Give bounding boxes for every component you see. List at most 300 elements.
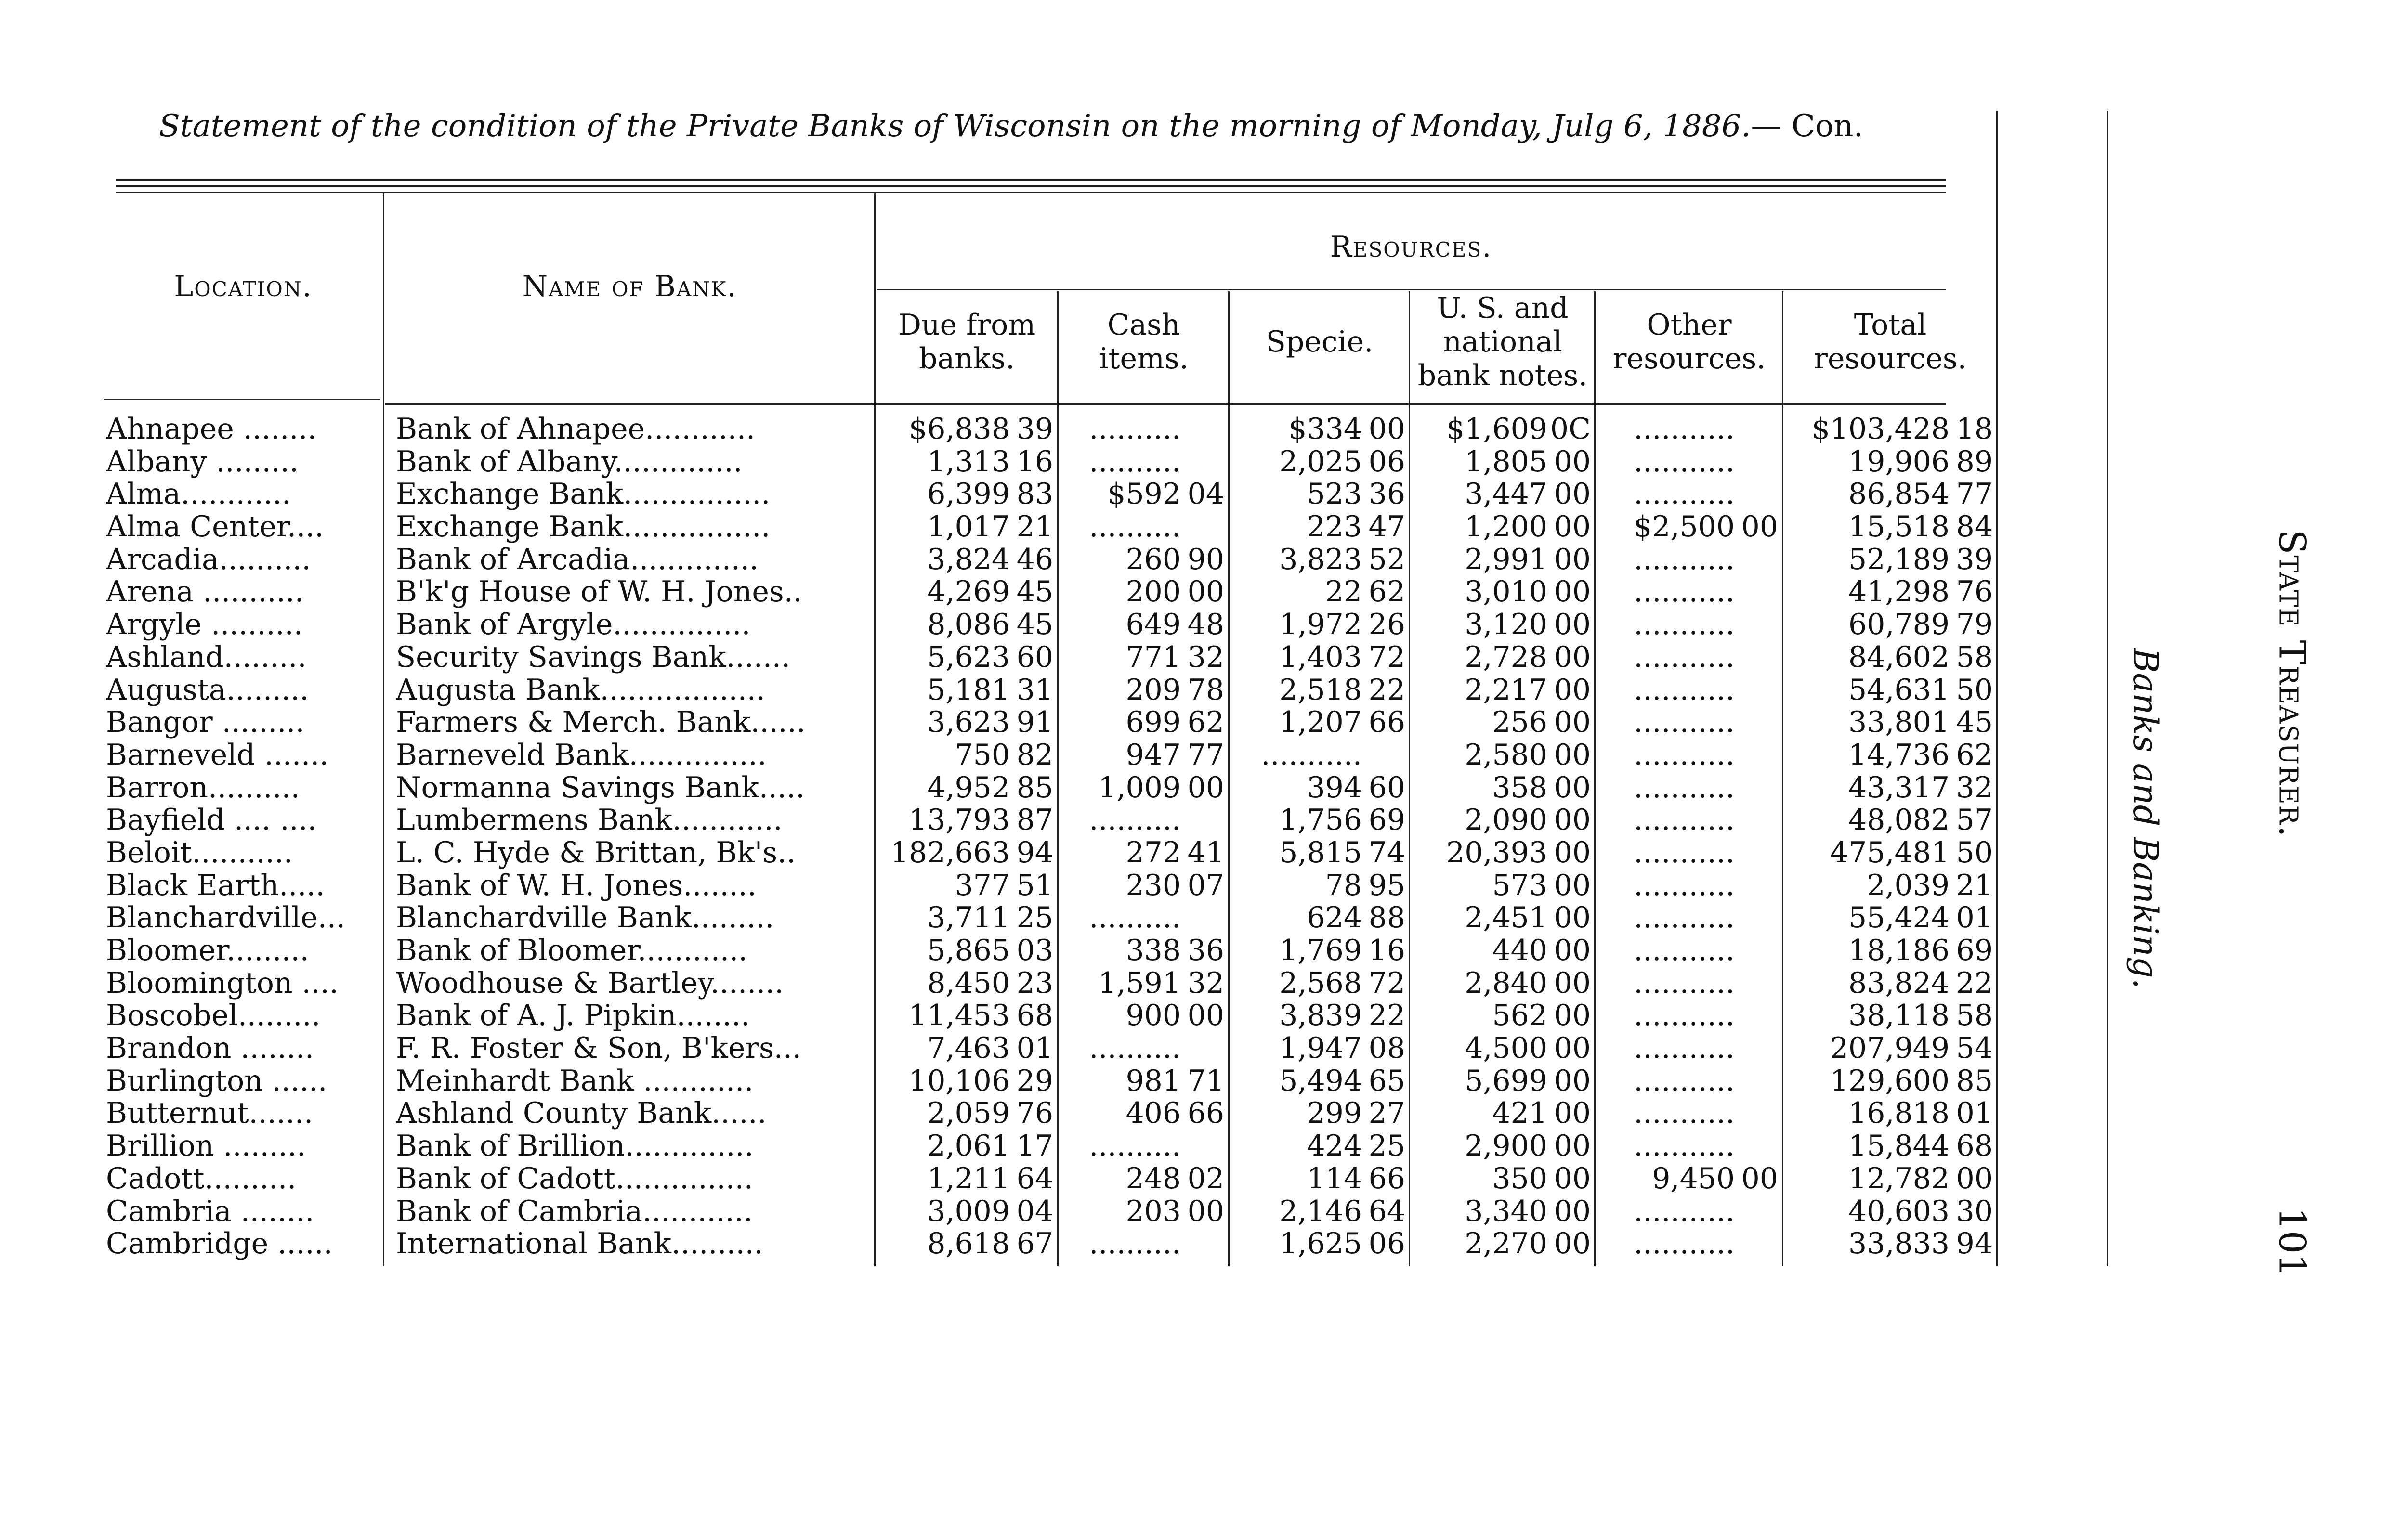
due-cell: [879, 446, 1053, 479]
specie-cell-cents: 72: [1368, 641, 1405, 674]
us-notes-cell: [1413, 1195, 1591, 1228]
other-cell-dollars: $2,500: [1634, 511, 1735, 544]
other-cell-dollars: ...........: [1634, 1195, 1735, 1228]
bank-name-cell: Augusta Bank..................: [396, 674, 765, 707]
due-cell: [879, 1130, 1053, 1163]
due-cell-dollars: 11,453: [909, 1000, 1010, 1033]
cash-cell-cents: 04: [1187, 478, 1224, 511]
header-bank-name: Name of Bank.: [522, 270, 737, 303]
due-cell: [879, 511, 1053, 544]
specie-cell-dollars: 523: [1307, 478, 1362, 511]
specie-cell-cents: 64: [1368, 1195, 1405, 1228]
total-cell-cents: 01: [1956, 1097, 1993, 1130]
us-notes-cell-dollars: 256: [1492, 706, 1547, 739]
total-cell-dollars: 41,298: [1848, 576, 1950, 609]
specie-cell-cents: 06: [1368, 445, 1405, 479]
specie-cell-dollars: 299: [1307, 1097, 1362, 1130]
due-cell-cents: 60: [1016, 641, 1053, 674]
cash-cell: [1060, 772, 1224, 805]
specie-cell: [1233, 511, 1405, 544]
cash-cell-dollars: $592: [1107, 478, 1181, 511]
us-notes-cell: [1413, 413, 1591, 446]
other-cell-dollars: ...........: [1634, 576, 1735, 609]
cash-cell-dollars: 1,591: [1098, 967, 1181, 1000]
us-notes-cell: [1413, 739, 1591, 772]
us-notes-cell-dollars: 20,393: [1446, 836, 1547, 870]
us-notes-cell: [1413, 511, 1591, 544]
specie-cell: [1233, 1065, 1405, 1098]
total-cell: [1787, 641, 1993, 674]
us-notes-cell: [1413, 1065, 1591, 1098]
running-head-office: State Treasurer.: [2271, 529, 2314, 838]
specie-cell: [1233, 1163, 1405, 1195]
cash-cell: [1060, 1000, 1224, 1032]
total-cell-dollars: 33,833: [1848, 1228, 1950, 1260]
us-notes-cell-cents: 00: [1554, 935, 1591, 967]
other-cell: [1599, 478, 1778, 511]
specie-cell: [1233, 902, 1405, 935]
cash-cell-dollars: ..........: [1089, 1130, 1181, 1163]
due-cell-cents: 29: [1016, 1065, 1053, 1098]
specie-cell-dollars: 5,815: [1279, 836, 1362, 870]
us-notes-cell-cents: 00: [1554, 967, 1591, 1000]
due-cell-cents: 82: [1016, 739, 1053, 772]
total-cell-cents: 18: [1956, 413, 1993, 446]
due-cell-cents: 68: [1016, 1000, 1053, 1033]
total-cell: [1787, 609, 1993, 641]
us-notes-cell: [1413, 772, 1591, 805]
due-cell: [879, 804, 1053, 837]
location-cell: Burlington ......: [106, 1065, 327, 1098]
cash-cell-dollars: 981: [1125, 1065, 1181, 1098]
bank-name-column: [396, 413, 870, 1260]
due-cell: [879, 739, 1053, 772]
total-cell-dollars: 475,481: [1830, 836, 1950, 870]
other-cell: [1599, 1000, 1778, 1032]
us-notes-cell-cents: 00: [1554, 739, 1591, 772]
specie-cell-cents: 36: [1368, 478, 1405, 511]
bank-name-cell: L. C. Hyde & Brittan, Bk's..: [396, 836, 796, 870]
cash-cell-cents: 32: [1187, 641, 1224, 674]
cash-cell-cents: 90: [1187, 543, 1224, 576]
specie-cell-dollars: 1,403: [1279, 641, 1362, 674]
us-notes-cell-dollars: 4,500: [1465, 1032, 1547, 1065]
total-cell-cents: 77: [1956, 478, 1993, 511]
total-cell-dollars: 86,854: [1848, 478, 1950, 511]
specie-cell-dollars: 624: [1307, 902, 1362, 935]
other-cell: [1599, 1032, 1778, 1065]
total-cell-dollars: 18,186: [1848, 935, 1950, 967]
specie-cell: [1233, 772, 1405, 805]
other-cell-dollars: ...........: [1634, 1228, 1735, 1260]
us-notes-cell-dollars: 421: [1492, 1097, 1547, 1130]
bank-name-cell: International Bank..........: [396, 1228, 763, 1260]
specie-cell-dollars: 2,568: [1279, 967, 1362, 1000]
header-bottom-rule-left: [104, 399, 380, 400]
location-cell: Beloit...........: [106, 836, 293, 870]
total-cell-cents: 30: [1956, 1195, 1993, 1228]
specie-cell-cents: 52: [1368, 543, 1405, 576]
page-number: 101: [2271, 1207, 2314, 1277]
due-cell-cents: 87: [1016, 804, 1053, 837]
us-notes-cell: [1413, 1163, 1591, 1195]
specie-cell-cents: 74: [1368, 836, 1405, 870]
location-cell: Cadott..........: [106, 1162, 297, 1195]
cash-cell-cents: 02: [1187, 1162, 1224, 1195]
other-cell: [1599, 1097, 1778, 1130]
total-cell: [1787, 772, 1993, 805]
cash-cell-dollars: 699: [1125, 706, 1181, 739]
total-cell: [1787, 1130, 1993, 1163]
us-notes-cell-cents: 00: [1554, 576, 1591, 609]
due-cell-dollars: 3,009: [927, 1195, 1010, 1228]
us-notes-cell-dollars: 2,580: [1465, 739, 1547, 772]
specie-cell-cents: 08: [1368, 1032, 1405, 1065]
due-cell-dollars: 750: [955, 739, 1010, 772]
due-cell: [879, 576, 1053, 609]
us-notes-cell-cents: 00: [1554, 902, 1591, 935]
specie-cell: [1233, 576, 1405, 609]
due-cell-cents: 17: [1016, 1130, 1053, 1163]
cash-cell: [1060, 511, 1224, 544]
other-cell-dollars: ...........: [1634, 1130, 1735, 1163]
cash-cell-dollars: 230: [1125, 869, 1181, 902]
total-cell: [1787, 1000, 1993, 1032]
due-cell-cents: 03: [1016, 935, 1053, 967]
other-cell: [1599, 1065, 1778, 1098]
total-cell-cents: 54: [1956, 1032, 1993, 1065]
other-cell: [1599, 609, 1778, 641]
bank-name-cell: Bank of Cadott...............: [396, 1162, 753, 1195]
total-cell-cents: 50: [1956, 674, 1993, 707]
bank-name-cell: Farmers & Merch. Bank......: [396, 706, 806, 739]
due-cell-dollars: 2,061: [927, 1130, 1010, 1163]
us-notes-cell-cents: 00: [1554, 1130, 1591, 1163]
specie-cell: [1233, 1000, 1405, 1032]
cash-cell-dollars: ..........: [1089, 902, 1181, 935]
specie-cell: [1233, 609, 1405, 641]
other-cell-dollars: ...........: [1634, 1000, 1735, 1033]
total-cell-cents: 57: [1956, 804, 1993, 837]
us-notes-cell-cents: 00: [1554, 641, 1591, 674]
bank-name-cell: Normanna Savings Bank.....: [396, 771, 805, 805]
total-cell: [1787, 446, 1993, 479]
other-cell-cents: 00: [1741, 511, 1778, 544]
due-cell-cents: 45: [1016, 609, 1053, 641]
location-column: [106, 413, 380, 1260]
location-cell: Alma Center....: [106, 511, 324, 544]
total-cell: [1787, 413, 1993, 446]
us-notes-cell: [1413, 706, 1591, 739]
us-notes-cell-cents: 00: [1554, 836, 1591, 870]
location-cell: Ahnapee ........: [106, 413, 317, 446]
cash-cell-dollars: 248: [1125, 1162, 1181, 1195]
us-notes-cell-cents: 00: [1554, 1228, 1591, 1260]
other-cell: [1599, 544, 1778, 576]
total-cell-dollars: 83,824: [1848, 967, 1950, 1000]
bank-name-cell: Exchange Bank................: [396, 511, 771, 544]
us-notes-cell-dollars: 2,728: [1465, 641, 1547, 674]
cash-cell-dollars: 771: [1125, 641, 1181, 674]
col-divider-other: [1782, 291, 1783, 1266]
total-cell: [1787, 804, 1993, 837]
cash-cell: [1060, 641, 1224, 674]
due-cell: [879, 902, 1053, 935]
other-cell: [1599, 935, 1778, 967]
due-cell-dollars: 13,793: [909, 804, 1010, 837]
bank-name-cell: Woodhouse & Bartley........: [396, 967, 784, 1000]
total-cell: [1787, 1065, 1993, 1098]
specie-cell-dollars: 3,839: [1279, 1000, 1362, 1033]
specie-cell: [1233, 837, 1405, 870]
us-notes-cell: [1413, 478, 1591, 511]
due-cell-cents: 04: [1016, 1195, 1053, 1228]
total-cell-cents: 01: [1956, 902, 1993, 935]
specie-cell-cents: 26: [1368, 609, 1405, 641]
other-cell: [1599, 870, 1778, 902]
total-cell-cents: 22: [1956, 967, 1993, 1000]
due-cell-cents: 94: [1016, 836, 1053, 870]
cash-cell-cents: 00: [1187, 771, 1224, 805]
specie-cell-cents: 22: [1368, 1000, 1405, 1033]
us-notes-cell-dollars: 2,270: [1465, 1228, 1547, 1260]
us-notes-cell-dollars: 573: [1492, 869, 1547, 902]
specie-cell-dollars: 2,025: [1279, 445, 1362, 479]
col-divider-name: [874, 193, 876, 1266]
header-due-from-banks: Due from banks.: [898, 308, 1036, 376]
location-cell: Augusta.........: [106, 674, 309, 707]
total-cell-cents: 68: [1956, 1130, 1993, 1163]
cash-cell-cents: 78: [1187, 674, 1224, 707]
other-cell-dollars: ...........: [1634, 413, 1735, 446]
cash-cell: [1060, 1195, 1224, 1228]
us-notes-cell-cents: 00: [1554, 869, 1591, 902]
total-cell-dollars: 15,844: [1848, 1130, 1950, 1163]
due-cell-dollars: 3,711: [927, 902, 1010, 935]
other-cell-dollars: ...........: [1634, 609, 1735, 641]
specie-cell-dollars: 1,207: [1279, 706, 1362, 739]
total-cell-dollars: 12,782: [1848, 1162, 1950, 1195]
specie-cell-cents: 16: [1368, 935, 1405, 967]
us-notes-cell-dollars: 3,120: [1465, 609, 1547, 641]
us-notes-cell-dollars: 2,217: [1465, 674, 1547, 707]
other-cell-cents: 00: [1741, 1162, 1778, 1195]
us-notes-cell: [1413, 641, 1591, 674]
total-cell-cents: 58: [1956, 641, 1993, 674]
other-cell-dollars: ...........: [1634, 445, 1735, 479]
cash-cell-cents: 07: [1187, 869, 1224, 902]
cash-items-column: [1060, 413, 1224, 1260]
specie-cell-cents: 69: [1368, 804, 1405, 837]
location-cell: Black Earth.....: [106, 869, 325, 902]
total-cell-cents: 94: [1956, 1228, 1993, 1260]
due-cell-dollars: $6,838: [909, 413, 1010, 446]
specie-cell: [1233, 413, 1405, 446]
specie-cell-dollars: 2,518: [1279, 674, 1362, 707]
due-cell-dollars: 5,865: [927, 935, 1010, 967]
bank-name-cell: Ashland County Bank......: [396, 1097, 767, 1130]
col-divider-location: [383, 193, 384, 1266]
bank-name-cell: Security Savings Bank.......: [396, 641, 791, 674]
running-head-section: Banks and Banking.: [2126, 648, 2165, 989]
location-cell: Bayfield .... ....: [106, 804, 317, 837]
header-cash-items: Cash items.: [1099, 308, 1189, 376]
us-notes-cell-cents: 0C: [1550, 413, 1591, 446]
other-cell: [1599, 837, 1778, 870]
specie-cell: [1233, 478, 1405, 511]
bank-name-cell: Meinhardt Bank ............: [396, 1065, 754, 1098]
specie-cell-cents: 06: [1368, 1228, 1405, 1260]
total-cell-dollars: 207,949: [1830, 1032, 1950, 1065]
specie-cell: [1233, 1097, 1405, 1130]
cash-cell: [1060, 706, 1224, 739]
total-cell-cents: 00: [1956, 1162, 1993, 1195]
due-cell: [879, 1163, 1053, 1195]
us-notes-cell-dollars: 3,010: [1465, 576, 1547, 609]
us-notes-cell-dollars: 3,447: [1465, 478, 1547, 511]
total-cell-dollars: 16,818: [1848, 1097, 1950, 1130]
total-cell: [1787, 1097, 1993, 1130]
header-other-resources: Other resources.: [1612, 308, 1766, 376]
us-notes-cell-dollars: 2,090: [1465, 804, 1547, 837]
cash-cell: [1060, 1032, 1224, 1065]
cash-cell-cents: 66: [1187, 1097, 1224, 1130]
other-cell-dollars: ...........: [1634, 543, 1735, 576]
specie-cell-dollars: ...........: [1261, 739, 1362, 772]
due-cell-cents: 45: [1016, 576, 1053, 609]
cash-cell-dollars: ..........: [1089, 804, 1181, 837]
due-cell-dollars: 2,059: [927, 1097, 1010, 1130]
due-cell-dollars: 8,086: [927, 609, 1010, 641]
top-rule-3: [116, 192, 1946, 193]
total-cell-cents: 76: [1956, 576, 1993, 609]
location-cell: Cambridge ......: [106, 1228, 333, 1260]
bank-name-cell: Bank of Albany..............: [396, 445, 743, 479]
due-cell-dollars: 8,618: [927, 1228, 1010, 1260]
header-specie: Specie.: [1266, 325, 1374, 359]
other-cell: [1599, 641, 1778, 674]
other-cell-dollars: ...........: [1634, 935, 1735, 967]
due-cell: [879, 478, 1053, 511]
due-from-banks-column: [879, 413, 1053, 1260]
total-cell-cents: 32: [1956, 771, 1993, 805]
due-cell: [879, 413, 1053, 446]
title-continued: — Con.: [1751, 108, 1863, 144]
us-notes-cell-dollars: 2,840: [1465, 967, 1547, 1000]
total-cell-dollars: 33,801: [1848, 706, 1950, 739]
table-right-rule: [1996, 111, 1998, 1266]
cash-cell-dollars: 203: [1125, 1195, 1181, 1228]
us-notes-cell-cents: 00: [1554, 543, 1591, 576]
total-cell-cents: 89: [1956, 445, 1993, 479]
due-cell: [879, 706, 1053, 739]
total-cell-cents: 62: [1956, 739, 1993, 772]
total-cell: [1787, 837, 1993, 870]
us-notes-cell-dollars: 2,451: [1465, 902, 1547, 935]
other-cell: [1599, 413, 1778, 446]
total-cell-cents: 79: [1956, 609, 1993, 641]
us-notes-cell-dollars: 562: [1492, 1000, 1547, 1033]
bank-name-cell: Bank of Ahnapee............: [396, 413, 756, 446]
total-cell-dollars: 19,906: [1848, 445, 1950, 479]
total-cell: [1787, 511, 1993, 544]
due-cell: [879, 1228, 1053, 1260]
us-notes-cell-cents: 00: [1554, 706, 1591, 739]
specie-cell: [1233, 641, 1405, 674]
total-cell-dollars: 52,189: [1848, 543, 1950, 576]
due-cell: [879, 674, 1053, 707]
specie-cell-cents: 60: [1368, 771, 1405, 805]
total-resources-column: [1787, 413, 1993, 1260]
other-cell-dollars: ...........: [1634, 706, 1735, 739]
total-cell: [1787, 1163, 1993, 1195]
due-cell: [879, 967, 1053, 1000]
us-notes-cell: [1413, 1032, 1591, 1065]
location-cell: Argyle ..........: [106, 609, 303, 641]
specie-cell: [1233, 706, 1405, 739]
total-cell: [1787, 1195, 1993, 1228]
us-notes-cell-cents: 00: [1554, 771, 1591, 805]
due-cell-cents: 25: [1016, 902, 1053, 935]
us-notes-cell: [1413, 967, 1591, 1000]
bank-name-cell: Bank of Argyle...............: [396, 609, 751, 641]
cash-cell-dollars: ..........: [1089, 445, 1181, 479]
header-resources: Resources.: [1330, 230, 1492, 264]
specie-cell: [1233, 967, 1405, 1000]
due-cell: [879, 870, 1053, 902]
us-notes-cell-cents: 00: [1554, 609, 1591, 641]
cash-cell-dollars: 200: [1125, 576, 1181, 609]
total-cell-dollars: 2,039: [1867, 869, 1950, 902]
due-cell-dollars: 1,017: [927, 511, 1010, 544]
specie-cell-dollars: 114: [1307, 1162, 1362, 1195]
specie-cell-cents: 66: [1368, 1162, 1405, 1195]
specie-cell-cents: 65: [1368, 1065, 1405, 1098]
cash-cell-dollars: 272: [1125, 836, 1181, 870]
total-cell-cents: 69: [1956, 935, 1993, 967]
specie-cell-cents: 22: [1368, 674, 1405, 707]
other-cell: [1599, 706, 1778, 739]
cash-cell: [1060, 544, 1224, 576]
other-cell: [1599, 511, 1778, 544]
resources-rule: [877, 289, 1946, 290]
bank-name-cell: Blanchardville Bank.........: [396, 902, 774, 935]
bank-name-cell: Exchange Bank................: [396, 478, 771, 511]
specie-column: [1233, 413, 1405, 1260]
us-notes-cell-dollars: 2,991: [1465, 543, 1547, 576]
due-cell-dollars: 10,106: [909, 1065, 1010, 1098]
total-cell: [1787, 1032, 1993, 1065]
location-cell: Brillion .........: [106, 1130, 306, 1163]
total-cell-dollars: 15,518: [1848, 511, 1950, 544]
due-cell-cents: 64: [1016, 1162, 1053, 1195]
cash-cell: [1060, 870, 1224, 902]
bank-name-cell: Bank of Cambria............: [396, 1195, 753, 1228]
cash-cell: [1060, 576, 1224, 609]
due-cell-cents: 16: [1016, 445, 1053, 479]
location-cell: Barron..........: [106, 771, 300, 805]
other-cell-dollars: ...........: [1634, 1065, 1735, 1098]
us-notes-cell-cents: 00: [1554, 1032, 1591, 1065]
other-cell-dollars: ...........: [1634, 1032, 1735, 1065]
total-cell: [1787, 902, 1993, 935]
cash-cell-dollars: 947: [1125, 739, 1181, 772]
due-cell-cents: 31: [1016, 674, 1053, 707]
specie-cell-cents: 27: [1368, 1097, 1405, 1130]
margin-rule: [2107, 111, 2108, 1266]
due-cell-dollars: 1,211: [927, 1162, 1010, 1195]
other-cell-dollars: ...........: [1634, 902, 1735, 935]
